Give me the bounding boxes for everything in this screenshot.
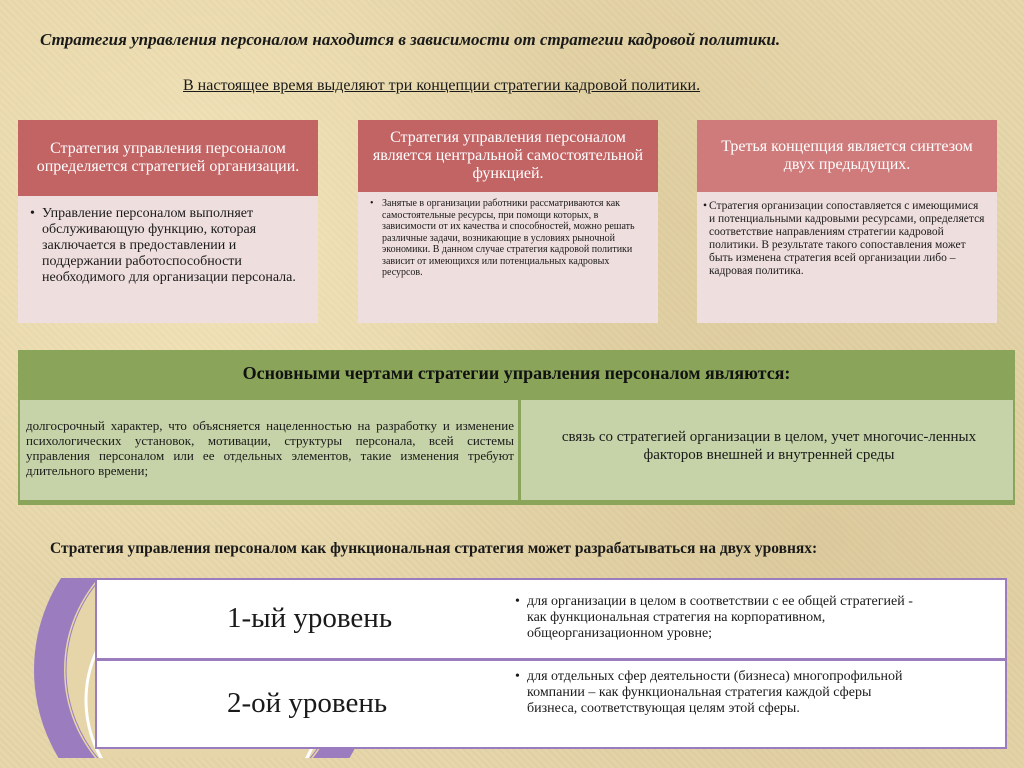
level-row-2 (95, 659, 1007, 749)
page-title: Стратегия управления персоналом находится в зависимости от стратегии кадровой политики. (40, 30, 781, 49)
levels-heading: Стратегия управления персоналом как функциональная стратегия может разрабатываться на двух уровнях: (50, 540, 818, 557)
level-description: • для отдельных сфер деятельности (бизнеса) многопрофильной компании – как функциональная стратегия каждой сферы бизнеса, соответствующая целям этой сферы. (515, 669, 915, 717)
features-panel (18, 350, 1015, 505)
level-name: 1-ый уровень (227, 602, 393, 634)
concept-heading: Стратегия управления персоналом является центральной самостоятельной функцией. (358, 120, 658, 192)
concept-text: • Занятые в организации работники рассматриваются как самостоятельные ресурсы, при помощи которых, в зависимости от их качества и способностей, можно решать различные задачи, возникающие в условиях рыночной экономики. В данном случае стратегия кадровой политики зависит от имеющихся или потенциальных кадровых ресурсов. (370, 198, 648, 279)
level-name: 2-ой уровень (227, 687, 388, 719)
concept-card-1 (18, 120, 318, 323)
concept-text: • Стратегия организации сопоставляется с имеющимися и потенциальными кадровыми ресурсами, определяется соответствие направлениям стратегии кадровой политики. В результате такого сопоставления может быть изменена стратегия всей организации либо – кадровая политика. (703, 200, 987, 278)
concept-card-2 (358, 120, 658, 323)
concept-heading: Стратегия управления персоналом определяется стратегией организации. (18, 120, 318, 196)
page-subtitle: В настоящее время выделяют три концепции стратегии кадровой политики. (183, 77, 701, 94)
feature-cell-right: связь со стратегией организации в целом, учет многочис-ленных факторов внешней и внутренней среды (521, 400, 1013, 500)
feature-cell-left: долгосрочный характер, что объясняется нацеленностью на разработку и изменение психологических установок, мотивации, структуры персонала, всей системы управления персоналом или ее отдельных элементов, такие изменения требуют длительного времени; (20, 400, 518, 500)
level-row-1 (95, 578, 1007, 660)
concept-heading: Третья концепция является синтезом двух предыдущих. (697, 120, 997, 192)
level-description: • для организации в целом в соответствии с ее общей стратегией - как функциональная стратегия на корпоративном, общеорганизационном уровне; (515, 594, 915, 642)
features-heading: Основными чертами стратегии управления персоналом являются: (242, 362, 791, 383)
concept-card-3 (697, 120, 997, 323)
concept-text: • Управление персоналом выполняет обслуживающую функцию, которая заключается в предоставлении и поддержании работоспособности необходимого для организации персонала. (30, 206, 308, 286)
